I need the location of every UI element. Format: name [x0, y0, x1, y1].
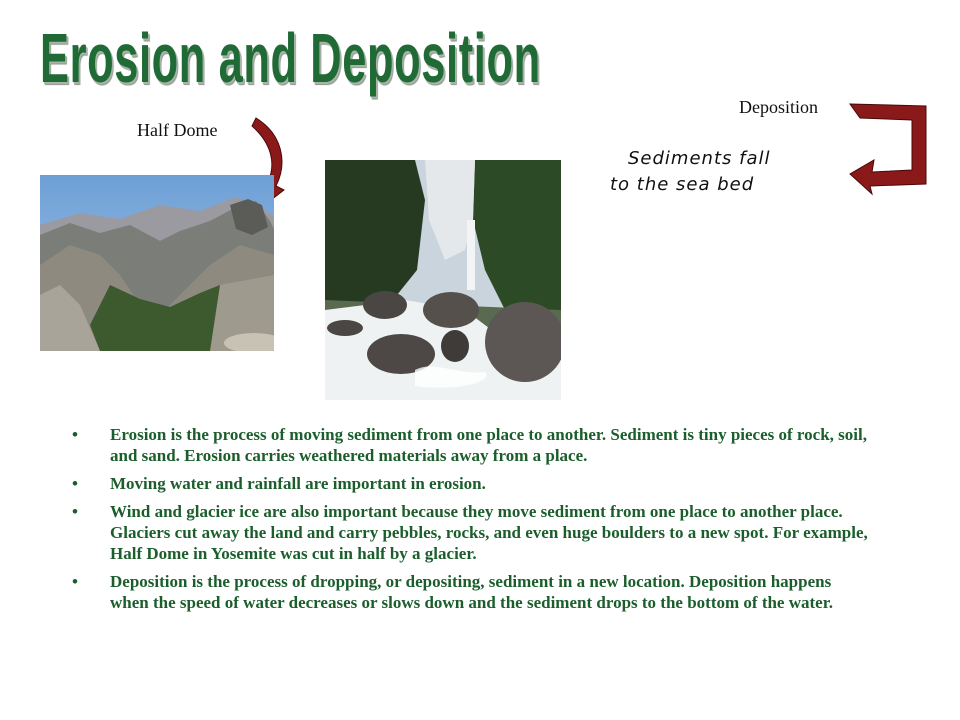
bullet-text: Moving water and rainfall are important in erosion. — [110, 474, 486, 493]
bullet-icon: • — [72, 474, 78, 493]
list-item — [70, 571, 870, 613]
half-dome-caption: Half Dome — [137, 120, 218, 140]
bullet-text: Deposition is the process of dropping, or depositing, sediment in a new location. Deposition happens when the speed of water decreases or slows down and the sediment drops to the bottom of the water. — [110, 572, 833, 612]
bullet-icon: • — [72, 502, 78, 521]
waterfall-photo — [325, 160, 561, 400]
bullet-text: Wind and glacier ice are also important because they move sediment from one place to another place. Glaciers cut away the land and carry pebbles, rocks, and even huge boulders to a new spot. For example, Half Dome in Yosemite was cut in half by a glacier. — [110, 502, 868, 563]
circular-arrow-icon — [846, 100, 930, 196]
list-item — [70, 473, 870, 494]
deposition-caption: Deposition — [739, 97, 818, 117]
bullet-list — [70, 424, 870, 620]
list-item — [70, 424, 870, 466]
handwritten-line-1: Sediments fall — [628, 148, 771, 169]
handwritten-note — [610, 146, 770, 198]
half-dome-photo — [40, 175, 274, 351]
bullet-icon: • — [72, 572, 78, 591]
bullet-icon: • — [72, 425, 78, 444]
handwritten-line-2: to the sea bed — [610, 174, 755, 195]
slide-title: Erosion and Deposition — [40, 19, 541, 97]
list-item — [70, 501, 870, 564]
bullet-text: Erosion is the process of moving sediment from one place to another. Sediment is tiny pieces of rock, soil, and sand. Erosion carries weathered materials away from a place. — [110, 425, 867, 465]
